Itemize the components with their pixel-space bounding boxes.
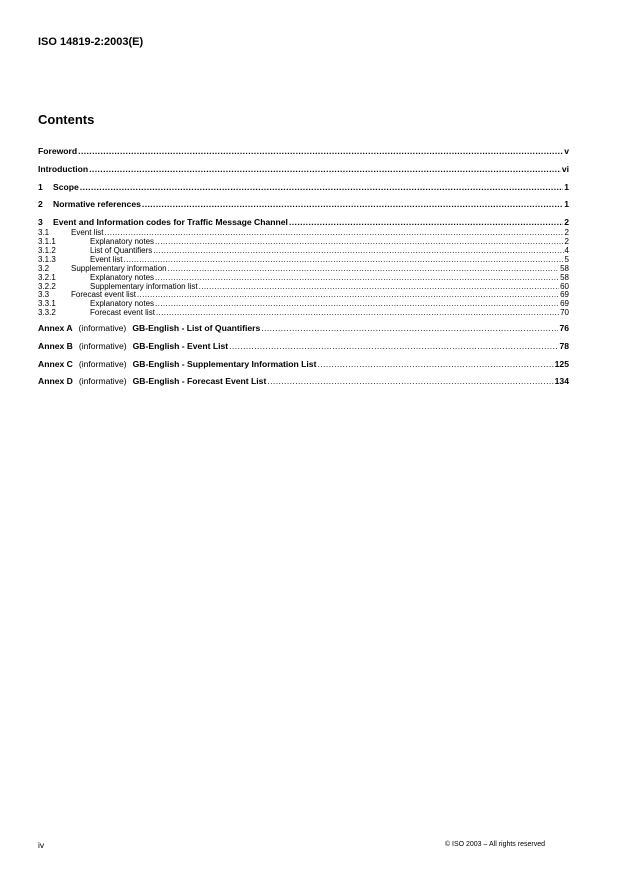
dot-leader: [89, 164, 561, 174]
toc-entry-title: Event and Information codes for Traffic Message Channel: [53, 217, 288, 228]
toc-entry-page: 134: [554, 376, 569, 387]
toc-annex-b[interactable]: [38, 341, 569, 352]
toc-subentry[interactable]: [38, 255, 569, 264]
page-number: iv: [38, 840, 45, 850]
toc-entry-title: Normative references: [53, 199, 141, 210]
toc-subentry[interactable]: [38, 273, 569, 282]
annex-title: GB-English - Forecast Event List: [132, 376, 267, 387]
annex-type: (informative): [78, 358, 127, 369]
dot-leader: [156, 308, 559, 317]
toc-annex-a[interactable]: [38, 323, 569, 334]
annex-label: Annex B: [38, 340, 73, 351]
toc-entry-number: 3.1: [38, 228, 50, 238]
dot-leader: [155, 273, 559, 282]
toc-entry-section-3[interactable]: [38, 217, 569, 228]
toc-entry-foreword[interactable]: [38, 146, 569, 157]
dot-leader: [153, 246, 563, 255]
contents-title: Contents: [38, 112, 95, 127]
annex-type: (informative): [78, 340, 127, 351]
toc-entry-number: 3: [38, 217, 43, 228]
toc-entry-page: vi: [561, 163, 569, 174]
toc-entry-number: 1: [38, 181, 43, 192]
toc-subentry[interactable]: [38, 308, 569, 317]
dot-leader: [78, 146, 563, 156]
dot-leader: [155, 237, 564, 246]
toc-entry-page: 2: [564, 237, 569, 247]
toc-entry-number: 3.3.1: [38, 299, 56, 309]
toc-entry-number: 3.1.2: [38, 245, 56, 255]
annex-label: Annex A: [38, 323, 73, 334]
toc-entry-normative-references[interactable]: [38, 199, 569, 210]
dot-leader: [229, 341, 558, 351]
toc-subentry[interactable]: [38, 246, 569, 255]
toc-entry-number: 3.2.1: [38, 272, 56, 282]
dot-leader: [289, 217, 563, 227]
toc-entry-number: 3.3: [38, 290, 50, 300]
toc-entry-scope[interactable]: [38, 182, 569, 193]
toc-entry-title: Forecast event list: [71, 290, 136, 300]
dot-leader: [142, 199, 563, 209]
annex-title: GB-English - Supplementary Information List: [132, 358, 317, 369]
toc-subentry[interactable]: [38, 282, 569, 291]
toc-annex-d[interactable]: [38, 376, 569, 387]
table-of-contents: [38, 146, 569, 394]
toc-entry-page: 4: [564, 245, 569, 255]
dot-leader: [104, 228, 563, 237]
toc-entry-title: Scope: [53, 181, 79, 192]
document-id: ISO 14819-2:2003(E): [38, 36, 144, 48]
toc-entry-title: List of Quantifiers: [90, 245, 153, 255]
toc-entry-page: 1: [564, 199, 569, 210]
toc-entry-page: v: [564, 146, 569, 156]
toc-entry-page: 2: [564, 217, 569, 228]
toc-entry-number: 3.1.1: [38, 237, 56, 247]
toc-entry-title: Introduction: [38, 163, 89, 174]
toc-entry-title: Event list: [71, 228, 104, 238]
toc-entry-number: 3.2: [38, 263, 50, 273]
toc-entry-page: 70: [560, 308, 569, 318]
toc-entry-title: Event list: [90, 254, 123, 264]
toc-entry-page: 58: [560, 272, 569, 282]
toc-entry-page: 2: [564, 228, 569, 238]
toc-entry-title: Explanatory notes: [90, 272, 155, 282]
annex-title: GB-English - List of Quantifiers: [132, 323, 261, 334]
toc-entry-title: Foreword: [38, 146, 78, 156]
toc-entry-number: 3.2.2: [38, 281, 56, 291]
toc-entry-page: 1: [564, 181, 569, 192]
toc-annex-c[interactable]: [38, 359, 569, 370]
toc-entry-title: Supplementary information: [71, 263, 167, 273]
toc-entry-page: 58: [560, 263, 569, 273]
toc-entry-title: Supplementary information list: [90, 281, 198, 291]
toc-entry-introduction[interactable]: [38, 164, 569, 175]
toc-entry-page: 5: [564, 254, 569, 264]
toc-entry-title: Explanatory notes: [90, 299, 155, 309]
toc-entry-page: 69: [560, 290, 569, 300]
dot-leader: [267, 376, 553, 386]
toc-subentry[interactable]: [38, 299, 569, 308]
dot-leader: [199, 282, 559, 291]
toc-entry-number: 2: [38, 199, 43, 210]
annex-label: Annex C: [38, 358, 73, 369]
toc-entry-page: 69: [560, 299, 569, 309]
dot-leader: [155, 299, 559, 308]
toc-entry-page: 125: [554, 358, 569, 369]
annex-type: (informative): [78, 323, 127, 334]
dot-leader: [123, 255, 563, 264]
dot-leader: [137, 290, 559, 299]
toc-subentry[interactable]: [38, 290, 569, 299]
dot-leader: [168, 264, 559, 273]
annex-type: (informative): [78, 376, 127, 387]
annex-title: GB-English - Event List: [132, 340, 229, 351]
dot-leader: [317, 359, 553, 369]
toc-entry-page: 78: [559, 340, 569, 351]
toc-subentry[interactable]: [38, 264, 569, 273]
dot-leader: [80, 182, 563, 192]
annex-label: Annex D: [38, 376, 73, 387]
toc-entry-page: 76: [559, 323, 569, 334]
toc-subentry[interactable]: [38, 237, 569, 246]
toc-subentry[interactable]: [38, 228, 569, 237]
toc-entry-number: 3.1.3: [38, 254, 56, 264]
toc-entry-number: 3.3.2: [38, 308, 56, 318]
copyright-notice: © ISO 2003 – All rights reserved: [444, 841, 545, 848]
toc-entry-title: Explanatory notes: [90, 237, 155, 247]
toc-entry-title: Forecast event list: [90, 308, 155, 318]
toc-entry-page: 60: [560, 281, 569, 291]
dot-leader: [261, 323, 558, 333]
